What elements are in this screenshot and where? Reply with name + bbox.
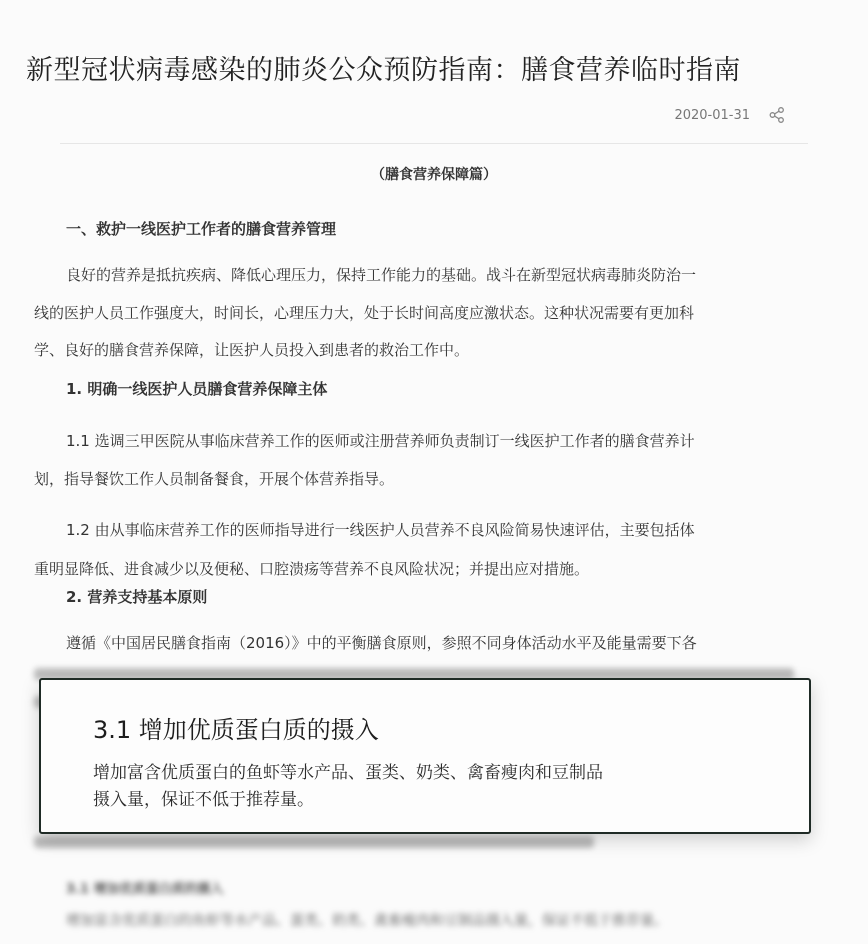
blurred-paragraph: 增加富含优质蛋白的鱼虾等水产品、蛋类、奶类、禽畜瘦肉和豆制品摄入量，保证不低于推荐量。 — [66, 913, 668, 929]
blurred-heading: 3.1 增加优质蛋白质的摄入 — [66, 882, 224, 897]
item-heading: 1. 明确一线医护人员膳食营养保障主体 — [66, 380, 328, 398]
article-title: 新型冠状病毒感染的肺炎公众预防指南：膳食营养临时指南 — [26, 55, 741, 86]
document-subtitle: （膳食营养保障篇） — [371, 167, 497, 183]
publish-date: 2020-01-31 — [674, 108, 750, 123]
card-body-line: 增加富含优质蛋白的鱼虾等水产品、蛋类、奶类、禽畜瘦肉和豆制品 — [93, 763, 603, 783]
paragraph-line: 划，指导餐饮工作人员制备餐食，开展个体营养指导。 — [34, 470, 395, 488]
card-body — [93, 760, 713, 814]
paragraph-line: 线的医护人员工作强度大，时间长，心理压力大，处于长时间高度应激状态。这种状况需要有更加科 — [34, 304, 695, 322]
paragraph-line: 1.2 由从事临床营养工作的医师指导进行一线医护人员营养不良风险简易快速评估，主要包括体 — [66, 521, 695, 539]
card-title: 3.1 增加优质蛋白质的摄入 — [93, 716, 379, 744]
paragraph-line: 重明显降低、进食减少以及便秘、口腔溃疡等营养不良风险状况；并提出应对措施。 — [34, 560, 590, 578]
highlight-card — [39, 678, 811, 834]
share-icon[interactable] — [768, 106, 786, 124]
paragraph-line: 学、良好的膳食营养保障，让医护人员投入到患者的救治工作中。 — [34, 341, 470, 359]
blurred-line — [34, 836, 594, 848]
card-body-line: 摄入量，保证不低于推荐量。 — [93, 790, 314, 810]
section-heading: 一、救护一线医护工作者的膳食营养管理 — [66, 220, 337, 238]
paragraph-line: 1.1 选调三甲医院从事临床营养工作的医师或注册营养师负责制订一线医护工作者的膳食营养计 — [66, 432, 695, 450]
paragraph-line: 良好的营养是抵抗疾病、降低心理压力，保持工作能力的基础。战斗在新型冠状病毒肺炎防治一 — [66, 266, 697, 284]
item-heading: 2. 营养支持基本原则 — [66, 588, 208, 606]
divider — [60, 143, 808, 144]
paragraph-line: 遵循《中国居民膳食指南（2016）》中的平衡膳食原则，参照不同身体活动水平及能量需要下各 — [66, 634, 697, 652]
